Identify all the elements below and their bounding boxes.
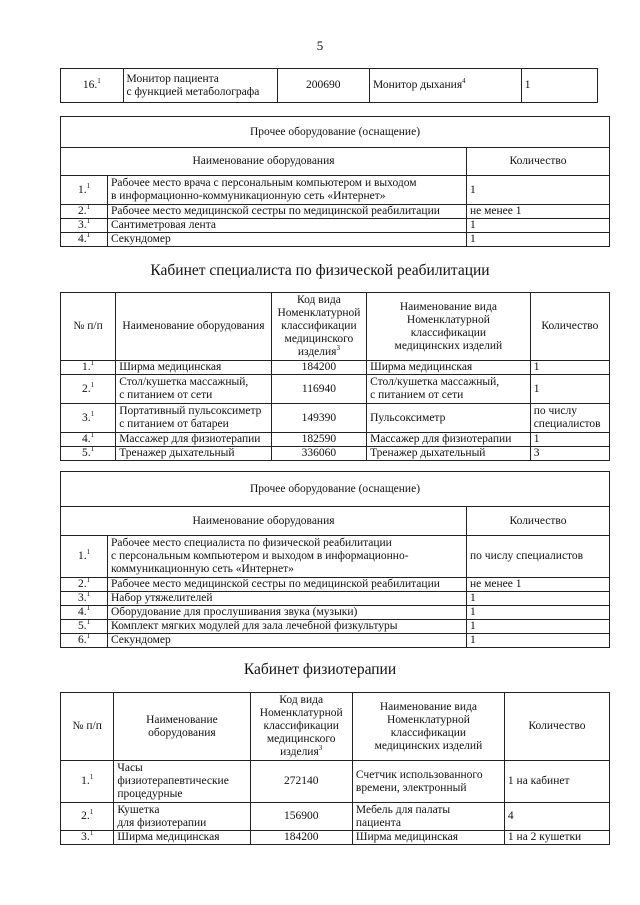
nomenclature-kind: Пульсоксиметр [367, 404, 531, 433]
nomenclature-kind: Счетчик использованного времени, электронный [352, 761, 504, 803]
quantity: 1 [467, 233, 610, 247]
table-row [61, 803, 610, 831]
column-header-quantity: Количество [504, 693, 609, 761]
nomenclature-code: 182590 [271, 433, 366, 447]
table-row [61, 592, 610, 606]
quantity: 1 [467, 620, 610, 634]
table-row [61, 761, 610, 803]
row-number: 2.$^1$ [61, 578, 108, 592]
row-number: 6.$^1$ [61, 634, 108, 648]
table-title: Прочее оборудование (оснащение) [61, 117, 610, 148]
column-header-name: Наименование оборудования [116, 293, 272, 361]
table-row [61, 634, 610, 648]
row-number: 4.$^1$ [61, 606, 108, 620]
equipment-name: Секундомер [108, 634, 467, 648]
quantity: 1 на кабинет [504, 761, 609, 803]
quantity: не менее 1 [467, 578, 610, 592]
equipment-name: Рабочее место специалиста по физической реабилитации с персональным компьютером и выходом в информационно- коммуникационную сеть «Интернет» [108, 536, 467, 578]
equipment-name: Комплект мягких модулей для зала лечебной физкультуры [108, 620, 467, 634]
equipment-name: Монитор пациента с функцией метаболографа [123, 69, 277, 103]
row-number: 1.$^1$ [61, 176, 108, 205]
nomenclature-kind: Массажер для физиотерапии [367, 433, 531, 447]
equipment-table-physiotherapy [60, 692, 610, 845]
section-title-physiotherapy: Кабинет физиотерапии [243, 661, 397, 678]
row-number: 16.$^1$ [61, 69, 124, 103]
quantity: 1 [467, 634, 610, 648]
row-number: 2.$^1$ [61, 375, 116, 404]
row-number: 3.$^1$ [61, 404, 116, 433]
column-header-number: № п/п [61, 693, 114, 761]
section-title-physical-rehabilitation: Кабинет специалиста по физической реабилитации [150, 262, 490, 279]
column-header-quantity: Количество [467, 148, 610, 176]
nomenclature-kind: Стол/кушетка массажный, с питанием от сети [367, 375, 531, 404]
equipment-name: Кушетка для физиотерапии [114, 803, 250, 831]
column-header-kind: Наименование вида Номенклатурной классификации медицинских изделий [352, 693, 504, 761]
column-header-code: Код вида Номенклатурной классификации медицинского изделия$^3$ [271, 293, 366, 361]
column-header-code: Код вида Номенклатурной классификации медицинского изделия$^3$ [250, 693, 352, 761]
quantity: 1 [467, 606, 610, 620]
table-row [61, 578, 610, 592]
quantity: 3 [530, 447, 609, 461]
table-row [61, 205, 610, 219]
row-number: 4.$^1$ [61, 433, 116, 447]
quantity: 1 на 2 кушетки [504, 831, 609, 845]
quantity: не менее 1 [467, 205, 610, 219]
row-number: 1.$^1$ [61, 761, 114, 803]
nomenclature-code: 156900 [250, 803, 352, 831]
row-number: 2.$^1$ [61, 205, 108, 219]
equipment-name: Рабочее место медицинской сестры по медицинской реабилитации [108, 578, 467, 592]
table-row [61, 404, 610, 433]
quantity: 1 [467, 592, 610, 606]
row-number: 5.$^1$ [61, 620, 108, 634]
nomenclature-code: 116940 [271, 375, 366, 404]
quantity: 1 [521, 69, 597, 103]
quantity: по числу специалистов [467, 536, 610, 578]
continuation-table [60, 68, 598, 103]
quantity: 1 [530, 375, 609, 404]
nomenclature-code: 272140 [250, 761, 352, 803]
nomenclature-code: 184200 [250, 831, 352, 845]
table-row [61, 831, 610, 845]
quantity: 1 [530, 361, 609, 375]
table-row [61, 536, 610, 578]
row-number: 2.$^1$ [61, 803, 114, 831]
column-header-name: Наименование оборудования [61, 507, 467, 536]
row-number: 3.$^1$ [61, 219, 108, 233]
page-number: 5 [316, 38, 324, 53]
equipment-name: Ширма медицинская [114, 831, 250, 845]
equipment-name: Сантиметровая лента [108, 219, 467, 233]
nomenclature-kind: Ширма медицинская [352, 831, 504, 845]
table-row [61, 433, 610, 447]
equipment-name: Секундомер [108, 233, 467, 247]
table-row [61, 176, 610, 205]
table-row [61, 447, 610, 461]
column-header-kind: Наименование вида Номенклатурной классификации медицинских изделий [367, 293, 531, 361]
nomenclature-kind: Мебель для палаты пациента [352, 803, 504, 831]
other-equipment-table-1 [60, 116, 610, 247]
row-number: 1.$^1$ [61, 361, 116, 375]
row-number: 4.$^1$ [61, 233, 108, 247]
nomenclature-code: 184200 [271, 361, 366, 375]
equipment-name: Набор утяжелителей [108, 592, 467, 606]
row-number: 5.$^1$ [61, 447, 116, 461]
equipment-name: Тренажер дыхательный [116, 447, 272, 461]
column-header-quantity: Количество [530, 293, 609, 361]
nomenclature-code: 336060 [271, 447, 366, 461]
table-row [61, 620, 610, 634]
table-row [61, 219, 610, 233]
quantity: 1 [530, 433, 609, 447]
equipment-name: Часы физиотерапевтические процедурные [114, 761, 250, 803]
table-row [61, 233, 610, 247]
equipment-name: Оборудование для прослушивания звука (музыки) [108, 606, 467, 620]
equipment-name: Рабочее место врача с персональным компьютером и выходом в информационно-коммуникационную сеть «Интернет» [108, 176, 467, 205]
nomenclature-code: 200690 [277, 69, 369, 103]
column-header-quantity: Количество [467, 507, 610, 536]
equipment-name: Стол/кушетка массажный, с питанием от сети [116, 375, 272, 404]
equipment-name: Массажер для физиотерапии [116, 433, 272, 447]
table-row [61, 361, 610, 375]
row-number: 1.$^1$ [61, 536, 108, 578]
equipment-name: Рабочее место медицинской сестры по медицинской реабилитации [108, 205, 467, 219]
column-header-number: № п/п [61, 293, 116, 361]
quantity: 4 [504, 803, 609, 831]
equipment-name: Ширма медицинская [116, 361, 272, 375]
quantity: по числу специалистов [530, 404, 609, 433]
column-header-name: Наименование оборудования [61, 148, 467, 176]
nomenclature-kind: Тренажер дыхательный [367, 447, 531, 461]
quantity: 1 [467, 176, 610, 205]
table-row [61, 375, 610, 404]
table-row [61, 69, 598, 103]
table-row [61, 606, 610, 620]
row-number: 3.$^1$ [61, 831, 114, 845]
equipment-table-physical-rehabilitation [60, 292, 610, 461]
table-title: Прочее оборудование (оснащение) [61, 472, 610, 507]
nomenclature-kind: Монитор дыхания$^4$ [369, 69, 521, 103]
nomenclature-code: 149390 [271, 404, 366, 433]
other-equipment-table-2 [60, 471, 610, 648]
column-header-name: Наименование оборудования [114, 693, 250, 761]
quantity: 1 [467, 219, 610, 233]
nomenclature-kind: Ширма медицинская [367, 361, 531, 375]
equipment-name: Портативный пульсоксиметр с питанием от батареи [116, 404, 272, 433]
row-number: 3.$^1$ [61, 592, 108, 606]
